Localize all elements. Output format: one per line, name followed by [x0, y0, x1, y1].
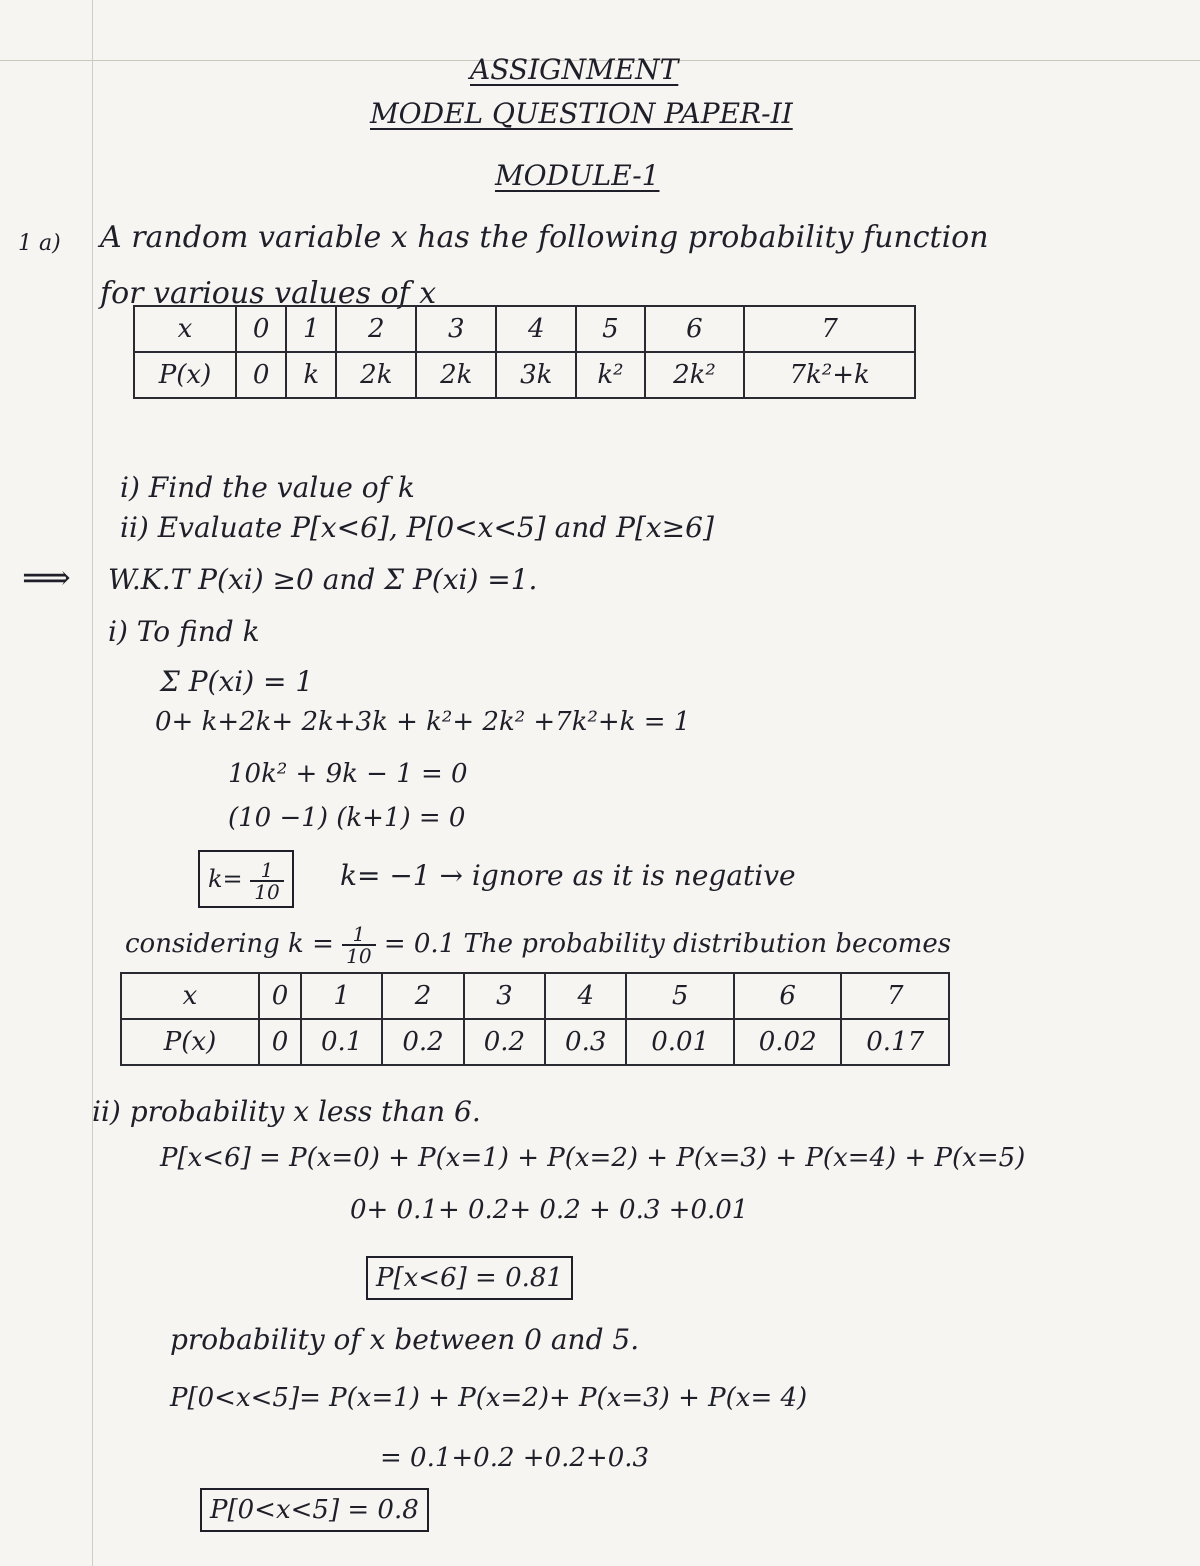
table-cell: 2k — [416, 352, 496, 398]
negative-k-note: k= −1 → ignore as it is negative — [340, 859, 796, 892]
table-cell: 0.01 — [626, 1019, 734, 1065]
table-cell: 5 — [576, 306, 644, 352]
table-cell: 0 — [236, 306, 286, 352]
probability-distribution-table — [120, 972, 950, 1066]
p-between-equation: P[0<x<5]= P(x=1) + P(x=2)+ P(x=3) + P(x= 4) — [170, 1383, 808, 1413]
k-value-fraction — [250, 857, 283, 904]
quadratic-equation: 10k² + 9k − 1 = 0 — [228, 759, 468, 789]
sum-equation: Σ P(xi) = 1 — [160, 665, 314, 698]
part-ii-prompt: ii) Evaluate P[x<6], P[0<x<5] and P[x≥6] — [120, 511, 714, 544]
find-k-label: i) To find k — [108, 615, 260, 648]
part-i-prompt: i) Find the value of k — [120, 471, 415, 504]
table-cell: 2 — [382, 973, 463, 1019]
considering-fraction — [342, 924, 375, 966]
table-cell: 0.3 — [545, 1019, 626, 1065]
expanded-equation: 0+ k+2k+ 2k+3k + k²+ 2k² +7k²+k = 1 — [155, 707, 691, 737]
p-between-sum: = 0.1+0.2 +0.2+0.3 — [380, 1443, 650, 1473]
table-cell: k — [286, 352, 336, 398]
table-cell: 3k — [496, 352, 576, 398]
table-cell: 7 — [841, 973, 949, 1019]
k-value-box — [198, 850, 294, 908]
considering-prefix: considering k = — [125, 929, 334, 959]
table-cell: 0.2 — [382, 1019, 463, 1065]
k-value-prefix: k= — [208, 865, 243, 893]
table-row — [121, 973, 949, 1019]
p-less-than-6-equation: P[x<6] = P(x=0) + P(x=1) + P(x=2) + P(x=3) + P(x=4) + P(x=5) — [160, 1143, 1026, 1173]
table-cell: 1 — [286, 306, 336, 352]
table-cell: 0.02 — [734, 1019, 842, 1065]
question-number: 1 a) — [18, 231, 61, 256]
table-cell: 2k² — [645, 352, 745, 398]
question-text-line2: for various values of x — [100, 276, 437, 311]
considering-line — [125, 924, 951, 966]
table-cell: 3 — [464, 973, 545, 1019]
table-cell: 2k — [336, 352, 416, 398]
p-less-than-6-result: P[x<6] = 0.81 — [366, 1256, 573, 1300]
table-cell: 6 — [734, 973, 842, 1019]
solution-arrow-icon: ⟹ — [22, 558, 71, 598]
between-label: probability of x between 0 and 5. — [170, 1323, 640, 1356]
considering-numerator: 1 — [342, 924, 375, 946]
assignment-title: ASSIGNMENT — [470, 53, 679, 86]
table-cell: 4 — [496, 306, 576, 352]
table-cell: 0.17 — [841, 1019, 949, 1065]
factored-equation: (10 −1) (k+1) = 0 — [228, 803, 466, 833]
table-row — [134, 306, 915, 352]
p-less-than-6-sum: 0+ 0.1+ 0.2+ 0.2 + 0.3 +0.01 — [350, 1195, 749, 1225]
table-cell: 0 — [236, 352, 286, 398]
table-cell: 4 — [545, 973, 626, 1019]
table-cell: 3 — [416, 306, 496, 352]
table-cell: k² — [576, 352, 644, 398]
table-cell: 0 — [259, 973, 301, 1019]
table-cell: 7k²+k — [744, 352, 915, 398]
k-value-denominator: 10 — [254, 879, 280, 904]
table-row-label: P(x) — [134, 352, 236, 398]
module-title: MODULE-1 — [495, 159, 660, 192]
considering-denominator: 10 — [346, 944, 372, 968]
probability-function-table — [133, 305, 916, 399]
table-row — [134, 352, 915, 398]
table-row-label: x — [121, 973, 259, 1019]
p-between-result: P[0<x<5] = 0.8 — [200, 1488, 429, 1532]
paper-subtitle: MODEL QUESTION PAPER-II — [370, 97, 793, 130]
table-cell: 1 — [301, 973, 382, 1019]
table-cell: 0.1 — [301, 1019, 382, 1065]
table-cell: 7 — [744, 306, 915, 352]
k-value-numerator: 1 — [250, 860, 283, 882]
table-row — [121, 1019, 949, 1065]
considering-suffix: = 0.1 The probability distribution becomes — [383, 929, 952, 959]
part-ii-label: ii) probability x less than 6. — [92, 1095, 481, 1128]
question-text-line1: A random variable x has the following probability function — [100, 220, 989, 255]
page-margin-line — [92, 0, 93, 1566]
table-cell: 2 — [336, 306, 416, 352]
table-cell: 6 — [645, 306, 745, 352]
table-row-label: x — [134, 306, 236, 352]
table-row-label: P(x) — [121, 1019, 259, 1065]
table-cell: 0 — [259, 1019, 301, 1065]
table-cell: 5 — [626, 973, 734, 1019]
wkt-line: W.K.T P(xi) ≥0 and Σ P(xi) =1. — [108, 563, 538, 596]
table-cell: 0.2 — [464, 1019, 545, 1065]
